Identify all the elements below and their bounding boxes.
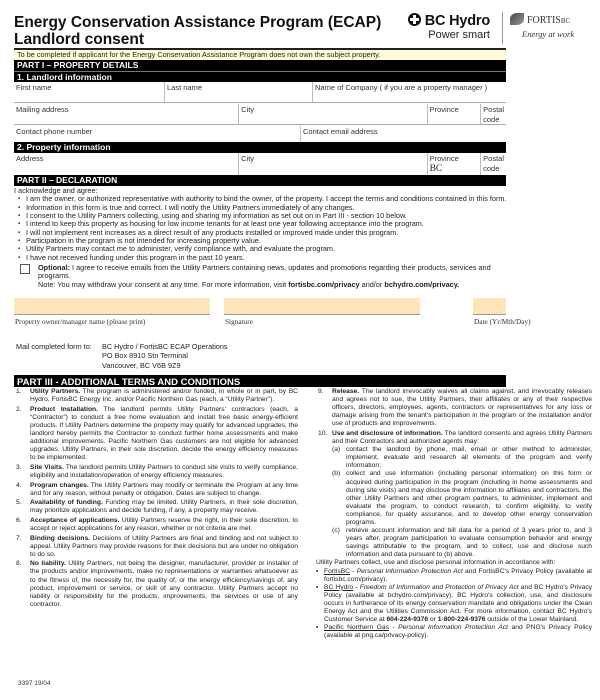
owner-name-input[interactable] [14, 298, 210, 315]
mailing-postal-code-label: Postal code [483, 105, 504, 124]
terms-column-left [14, 388, 298, 610]
declaration-list [14, 195, 514, 262]
signature-input[interactable] [224, 298, 420, 315]
mail-address-line: BC Hydro / FortisBC ECAP Operations [102, 342, 228, 351]
term-item: 7. Binding decisions. Decisions of Utility Partners are final and binding and not subject to appeal. Utility Partners may provide reasons for their decisions but are under no obligation to do so. [16, 534, 298, 558]
form-title-line2: Landlord consent [14, 31, 145, 48]
property-postal-code-field[interactable] [480, 153, 506, 175]
property-city-field[interactable] [238, 153, 426, 175]
mailing-address-field[interactable] [14, 104, 238, 124]
bchydro-phone-tollfree: 1-800-224-9376 [437, 616, 486, 624]
optional-note: Note: You may withdraw your consent at any time. For more information, visit [38, 279, 289, 289]
instruction-banner: To be completed if applicant for the Energy Conservation Assistance Program does not own the subject property. [14, 48, 506, 60]
mailing-city-field[interactable] [238, 104, 426, 124]
term-item: 10. Use and disclosure of information. The landlord consents and agrees Utility Partners and their Contractors and authorized agents may: [318, 429, 592, 446]
landlord-address-row [14, 104, 506, 125]
term10-subitems [316, 446, 592, 559]
landlord-name-row [14, 82, 506, 103]
mailing-province-field[interactable] [427, 104, 481, 124]
privacy-item-png: ▪ Pacific Northern Gas - Personal Information Protection Act and PNG's Privacy Policy (available at png.ca/privacy-policy). [316, 624, 592, 640]
term-item: 8. No liability. Utility Partners, not being the designer, manufacturer, provider or installer of the products and/or improvements, make no representations or warranties whatsoever as to the fitness of, the necessity for, the quality of, or the energy efficiency/savings of, any product, improvement or service, or skill of any contractor. Utility Partners accept no liability or responsibility for the products, improvements, the services or use of any contractor. [16, 560, 298, 608]
property-address-field[interactable] [14, 153, 238, 175]
optional-email-consent-checkbox[interactable] [20, 264, 30, 274]
bchydro-logo-icon [408, 13, 421, 26]
mailing-city-label: City [241, 105, 255, 114]
contact-email-label: Contact email address [303, 127, 378, 136]
section2-heading: 2. Property information [14, 142, 506, 153]
mailing-postal-code-field[interactable] [480, 104, 506, 124]
terms-column-right [316, 388, 592, 640]
term10-subitem: (a) contact the landlord by phone, mail, email or other method to administer, implement, evaluate and research all elements of the program and verify information; [332, 446, 592, 470]
optional-label-bold: Optional: [38, 263, 71, 273]
privacy-item-bchydro: ▪ BC Hydro - Freedom of Information and Protection of Privacy Act and BC Hydro's Privacy Policy (available at bchydro.com/privacy). BC Hydro's collection, use, and disclosure occurs in furtherance of its energy conservation mandate and obligations under the Clean Energy Act and the Utilities Commission Act. For more information, contact BC Hydro's Customer Service at 604-224-9376 or 1-800-224-9376 outside of the Lower Mainland. [316, 583, 593, 624]
mail-address-line: PO Box 8910 Stn Terminal [102, 351, 188, 361]
contact-email-field[interactable] [300, 126, 506, 142]
fortisbc-logo [510, 13, 590, 40]
declaration-item: ▪ Participation in the program is not intended for increasing property value. [18, 237, 514, 245]
privacy-item-fortisbc: ▪ FortisBC - Personal Information Protection Act and FortisBC's Privacy Policy (available at fortisbc.com/privacy). [316, 567, 592, 583]
term-item: 9. Release. The landlord irrevocably waives all claims against, and irrevocably releases and agrees not to sue, the Utility Partners, their affiliates or any of their respective officers, directors, employees, agents, contractors or representatives for any loss or damage arising from the tenant's participation in the program or the installation and/or use of products and improvements. [318, 388, 592, 428]
form-title [14, 14, 381, 48]
logo-divider [502, 12, 503, 44]
section1-heading: 1. Landlord information [14, 71, 506, 82]
optional-label: I agree to receive emails from the Utility Partners containing news, updates and promotions regarding their products, services and programs. [38, 263, 491, 281]
term-item: 2. Product Installation. The landlord permits Utility Partners' contractors (each, a “Contractor”) to conduct a free home evaluation and install free basic energy-efficient products. If Utility Partners determine the property may qualify for advanced upgrades, the landlord hereby permits the Contractor to conduct further home assessments and make additional improvements. Pacific Northern Gas customers are not eligible for advanced upgrades. Utility Partners, in their sole discretion, decide the energy efficiency measures to be implemented. [16, 405, 298, 462]
first-name-label: First name [16, 83, 52, 92]
declaration-item: ▪ I consent to the Utility Partners collecting, using and sharing my information as set out on in Part III - section 10 below. [18, 212, 514, 220]
form-code: 3397 19/04 [18, 680, 51, 687]
declaration-item: ▪ I intend to keep this property as housing for low income tenants for at least one year following acceptance into the program. [18, 220, 514, 228]
declaration-item: ▪ I will not implement rent increases as a direct result of any products installed or improved made under this program. [18, 229, 514, 237]
term-item: 6. Acceptance of applications. Utility Partners reserve the right, in their sole discretion, to accept or reject applications for any reason, whether or not criteria are met. [16, 516, 299, 532]
term10-subitem: (b) collect and use information (including personal information) on this form or acquired during participation in the program (including in home assessments and during site visits) and may disclose the information to affiliates and contractors, the other Utility Partners and other program partners, to administer, implement and evaluate the program, to conduct research, to confirm eligibility, to verify compliance, for quality assurance, and to develop other energy conservation programs. [332, 470, 592, 526]
fortisbc-swoosh-icon [510, 13, 524, 25]
part3-heading: PART III - ADDITIONAL TERMS AND CONDITIONS [14, 375, 506, 387]
property-address-row [14, 153, 506, 175]
mail-address [102, 342, 228, 370]
declaration-item: ▪ Information in this form is true and correct. I will notify the Utility Partners immediately of any changes. [18, 204, 514, 212]
term-item: 4. Program changes. The Utility Partners may modify or terminate the Program at any time and for any reason, without penalty or obligation. Dates are subject to change. [16, 481, 299, 497]
property-address-label: Address [16, 154, 44, 163]
optional-consent [14, 264, 514, 289]
optional-note-mid: and/or [359, 279, 385, 289]
property-province-value[interactable]: BC [429, 164, 443, 174]
declaration-item: ▪ Utility Partners may contact me to administer, verify compliance with, and evaluate the program. [18, 245, 514, 253]
last-name-label: Last name [167, 83, 203, 92]
term-item: 1. Utility Partners. The program is administered and/or funded, in whole or in part, by BC Hydro, FortisBC Energy Inc. and/or Pacific Northern Gas (each, a “Utility Partner”). [16, 388, 298, 404]
privacy-intro: Utility Partners collect, use and disclose personal information in accordance with: [316, 559, 556, 567]
declaration [14, 187, 514, 289]
bchydro-tagline: Power smart [428, 29, 490, 41]
mail-address-line: Vancouver, BC V6B 9Z9 [102, 360, 181, 370]
declaration-intro: I acknowledge and agree: [14, 186, 98, 195]
signature-label: Signature [225, 317, 253, 326]
term10-subitem: (c) retrieve account information and bill data for a period of 3 years prior to, and 3 years after, program participation to evaluate consumption behavior and energy savings attributable to the program, and to collect, use and disclose such information and data pursuant to (b) above. [332, 527, 592, 559]
mail-to-label: Mail completed form to: [16, 342, 92, 351]
property-postal-code-label: Postal code [483, 154, 504, 173]
form-title-line1: Energy Conservation Assistance Program (ECAP) [14, 14, 382, 31]
bchydro-logo [382, 13, 490, 42]
fortisbc-privacy-link[interactable]: fortisbc.com/privacy [288, 279, 360, 289]
first-name-field[interactable] [14, 82, 164, 102]
date-label: Date (Yr/Mth/Day) [474, 317, 531, 326]
last-name-field[interactable] [164, 82, 312, 102]
bchydro-brand: BC Hydro [424, 13, 490, 29]
contact-phone-label: Contact phone number [16, 127, 93, 136]
mailing-address-label: Mailing address [16, 105, 69, 114]
mailing-province-label: Province [429, 105, 459, 114]
part1-heading: PART I – PROPERTY DETAILS [14, 60, 506, 71]
term-item: 5. Availability of funding. Funding may be limited. Utility Partners, in their sole discretion, may prioritize applications and decide funding, if any, a property may receive. [16, 499, 298, 515]
fortisbc-tagline: Energy at work [522, 29, 575, 39]
declaration-item: ▪ I have not received funding under this program in the past 10 years. [18, 254, 514, 262]
bchydro-phone-local: 604-224-9376 [386, 616, 429, 624]
bchydro-privacy-link[interactable]: bchydro.com/privacy. [384, 279, 460, 289]
company-name-label: Name of Company ( if you are a property manager ) [315, 83, 488, 92]
property-city-label: City [241, 154, 255, 163]
contact-phone-field[interactable] [14, 126, 300, 142]
property-province-field[interactable] [427, 153, 481, 175]
term-item: 3. Site Visits. The landlord permits Utility Partners to conduct site visits to verify compliance, eligibility and installation/operation of energy efficiency measures. [16, 463, 299, 479]
landlord-contact-row [14, 126, 506, 142]
date-input[interactable] [473, 298, 506, 315]
declaration-item: ▪ I am the owner, or authorized representative with authority to bind the owner, of the property. I accept the terms and conditions contained in this form. [18, 195, 514, 203]
property-province-label: Province [429, 154, 459, 163]
owner-name-label: Property owner/manager name (please print) [15, 317, 146, 326]
fortisbc-brand: FORTIS [527, 15, 561, 26]
part2-heading: PART II – DECLARATION [14, 175, 506, 186]
company-name-field[interactable] [312, 82, 506, 102]
fortisbc-brand-suffix: BC [560, 17, 571, 25]
